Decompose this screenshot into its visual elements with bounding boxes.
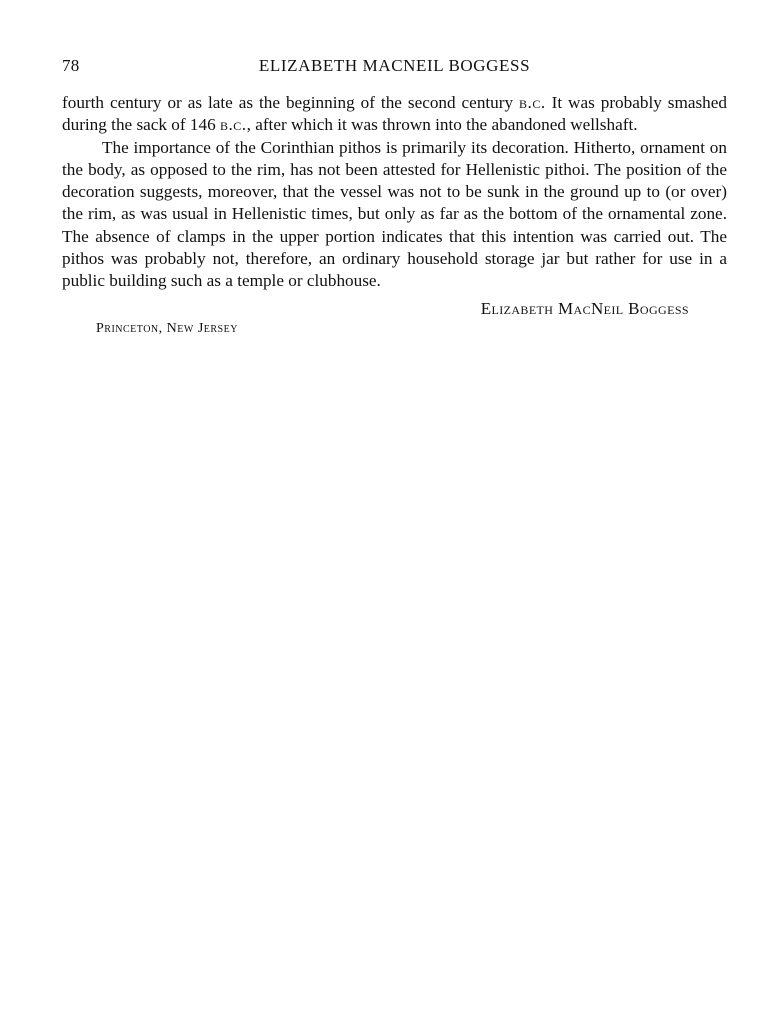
paragraph-2: The importance of the Corinthian pithos is primarily its decoration. Hitherto, ornament on the body, as opposed to the rim, has not been attested for Hellenistic pithoi. The position of the decoration suggests, moreover, that the vessel was not to be sunk in the ground up to (or over) the rim, as was usual in Hellenistic times, but only as far as the bottom of the ornamental zone. The absence of clamps in the upper portion indicates that this intention was carried out. The pithos was probably not, therefore, an ordinary household storage jar but rather for use in a public building such as a temple or clubhouse.: [62, 137, 727, 291]
paragraph-1: [62, 92, 727, 137]
article-body: [62, 92, 727, 293]
running-head: [62, 56, 727, 80]
author-location: Princeton, New Jersey: [96, 320, 238, 336]
author-signature: Elizabeth MacNeil Boggess: [480, 298, 689, 318]
paragraph-1-part-1: fourth century or as late as the beginning of the second century: [62, 93, 520, 112]
era-abbreviation: b.c.: [220, 115, 247, 135]
running-title: ELIZABETH MACNEIL BOGGESS: [258, 56, 531, 75]
page-number: 78: [62, 56, 80, 75]
paragraph-1-part-3: , after which it was thrown into the abandoned wellshaft.: [246, 115, 638, 135]
page: [62, 56, 727, 337]
paragraph-1-part-2: It was probably smashed during the sack of 146: [62, 93, 727, 135]
era-abbreviation: b.c.: [519, 93, 546, 112]
